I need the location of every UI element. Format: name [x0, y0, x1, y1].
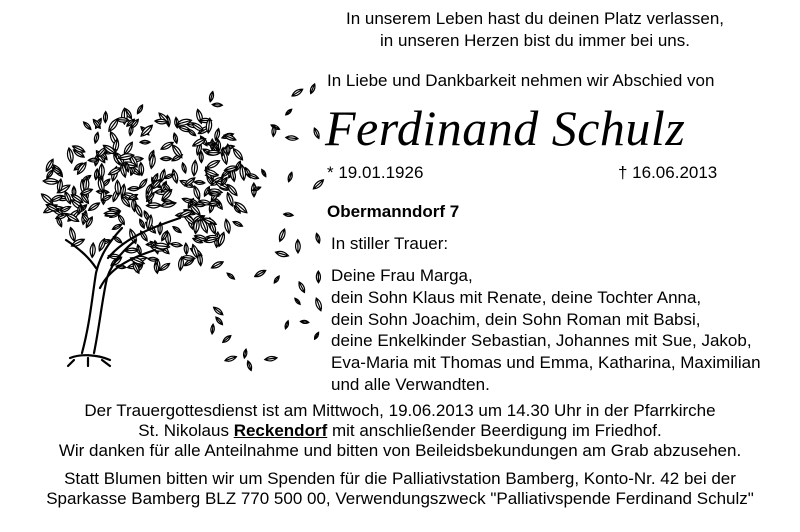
leaf-icon	[314, 297, 323, 311]
leaf-icon	[170, 242, 182, 248]
leaf-icon	[246, 360, 253, 371]
leaf-icon	[300, 320, 309, 324]
leaf-icon	[117, 214, 126, 226]
service-line-1: Der Trauergottesdienst ist am Mittwoch, 19.06.2013 um 14.30 Uhr in der Pfarrkirche	[84, 401, 716, 420]
leaf-icon	[285, 108, 293, 116]
leaf-icon	[312, 178, 325, 191]
leaf-icon	[161, 157, 172, 161]
leaf-icon	[214, 128, 221, 141]
leaf-icon	[243, 349, 248, 359]
leaf-icon	[309, 83, 316, 94]
leaf-icon	[194, 180, 205, 185]
leaf-icon	[210, 324, 214, 334]
deceased-name: Ferdinand Schulz	[325, 100, 686, 156]
farewell-intro: In Liebe und Dankbarkeit nehmen wir Abschied von	[327, 71, 715, 90]
leaf-icon	[212, 306, 224, 317]
leaf-icon	[224, 355, 237, 363]
address: Obermanndorf 7	[327, 202, 460, 221]
leaf-icon	[297, 281, 306, 293]
family-line: Eva-Maria mit Thomas und Emma, Katharina, Maximilian	[331, 353, 761, 373]
leaf-icon	[178, 257, 184, 271]
family-line: deine Enkelkinder Sebastian, Johannes mit Sue, Jakob,	[331, 331, 752, 351]
leaf-icon	[136, 104, 144, 115]
leaf-icon	[210, 260, 224, 270]
service-line-2-start: St. Nikolaus	[138, 421, 234, 440]
leaf-icon	[215, 316, 224, 326]
leaf-icon	[128, 125, 133, 136]
leaf-icon	[264, 356, 277, 362]
family-line: dein Sohn Klaus mit Renate, deine Tochter Anna,	[331, 287, 702, 307]
birth-date: * 19.01.1926	[327, 163, 424, 182]
leaf-icon	[260, 169, 267, 178]
leaf-icon	[187, 128, 197, 137]
death-date: † 16.06.2013	[618, 163, 718, 182]
leaf-icon	[93, 132, 99, 144]
windblown-tree-icon	[30, 68, 330, 398]
leaf-icon	[286, 135, 299, 141]
leaf-icon	[68, 227, 77, 242]
leaf-icon	[313, 332, 319, 340]
leaf-icon	[287, 172, 293, 183]
leaf-icon	[181, 162, 188, 173]
leaf-icon	[295, 240, 300, 253]
quote-line-2: in unseren Herzen bist du immer bei uns.	[380, 31, 690, 50]
leaf-icon	[139, 123, 154, 138]
leaf-icon	[208, 91, 214, 102]
leaf-icon	[231, 147, 244, 161]
leaf-icon	[90, 243, 96, 258]
leaf-icon	[247, 172, 259, 180]
family-line: dein Sohn Joachim, dein Sohn Roman mit Babsi,	[331, 309, 701, 329]
leaf-icon	[138, 218, 146, 229]
leaf-icon	[284, 320, 290, 329]
leaf-icon	[315, 233, 321, 244]
leaf-icon	[172, 225, 182, 234]
leaf-icon	[212, 103, 222, 107]
leaf-icon	[207, 150, 220, 155]
family-line: und alle Verwandten.	[331, 374, 490, 394]
leaf-icon	[254, 268, 267, 278]
leaf-icon	[291, 87, 304, 97]
leaf-icon	[104, 211, 118, 216]
leaf-icon	[283, 212, 293, 216]
leaf-icon	[205, 158, 221, 170]
leaf-icon	[182, 197, 194, 204]
leaf-icon	[232, 220, 243, 228]
leaf-icon	[316, 271, 320, 283]
leaf-icon	[191, 160, 198, 176]
leaf-icon	[226, 272, 236, 281]
leaf-icon	[275, 250, 289, 258]
donation-line-2: Sparkasse Bamberg BLZ 770 500 00, Verwendungszweck "Palliativspende Ferdinand Schulz"	[46, 489, 754, 508]
family-line: Deine Frau Marga,	[331, 266, 473, 285]
leaf-icon	[128, 186, 140, 191]
leaf-icon	[140, 140, 150, 144]
leaf-icon	[87, 201, 101, 212]
leaf-icon	[273, 275, 280, 284]
leaf-icon	[222, 334, 233, 344]
leaf-icon	[103, 111, 107, 122]
leaf-icon	[313, 127, 321, 139]
leaf-icon	[278, 228, 287, 242]
family-list	[331, 265, 791, 396]
leaf-icon	[184, 243, 189, 255]
donation-line-1: Statt Blumen bitten wir um Spenden für die Palliativstation Bamberg, Konto-Nr. 42 bei der	[64, 469, 736, 488]
leaf-icon	[82, 121, 92, 131]
leaf-icon	[182, 255, 196, 261]
tree-leaves	[40, 83, 325, 371]
leaf-icon	[294, 297, 301, 305]
mourning-label: In stiller Trauer:	[331, 234, 449, 253]
service-line-2-end: mit anschließender Beerdigung im Friedhof.	[327, 421, 662, 440]
leaf-icon	[99, 164, 104, 179]
quote-line-1: In unserem Leben hast du deinen Platz verlassen,	[345, 9, 725, 28]
service-line-3: Wir danken für alle Anteilnahme und bitten von Beileidsbekundungen am Grab abzusehen.	[58, 441, 742, 460]
leaf-icon	[43, 178, 59, 184]
service-line-2	[0, 421, 800, 441]
service-place: Reckendorf	[233, 421, 328, 440]
leaf-icon	[224, 219, 232, 234]
